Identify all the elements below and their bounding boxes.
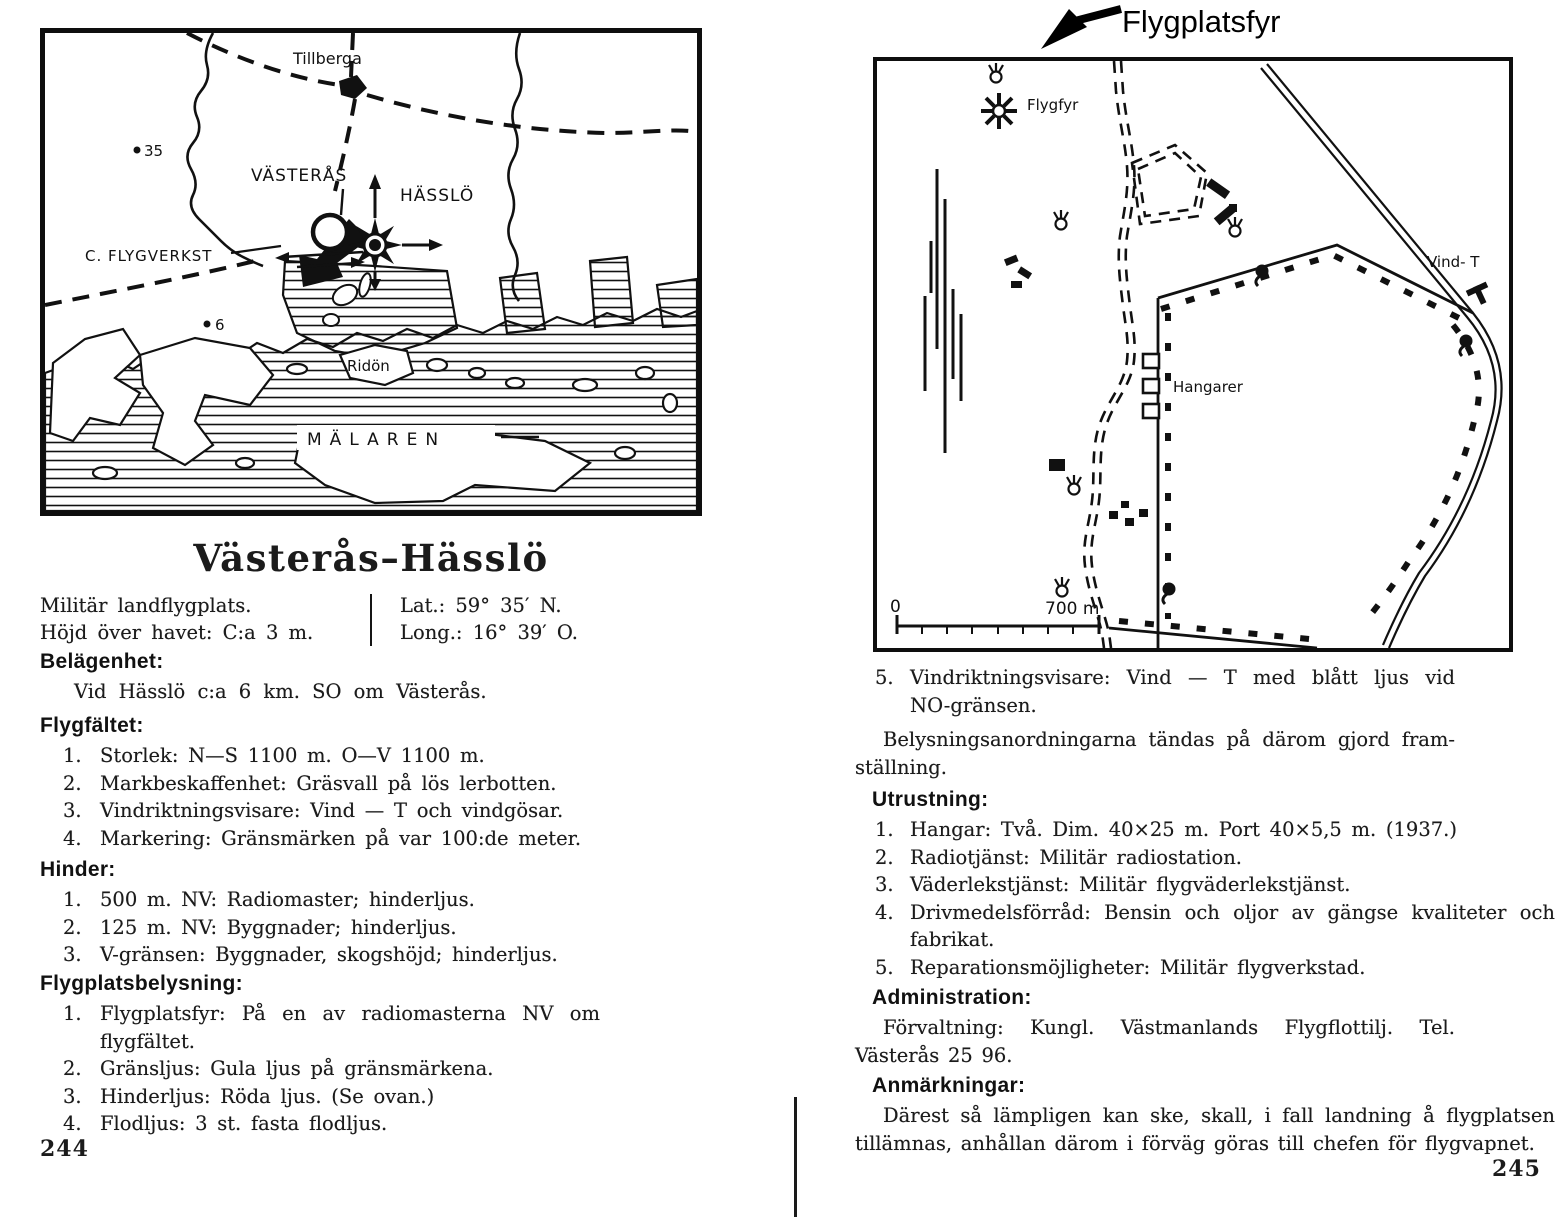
flygfyr-beacon-icon bbox=[981, 93, 1017, 129]
item-number: 1. bbox=[63, 744, 82, 767]
list-item bbox=[40, 1083, 740, 1111]
vind-t-symbol bbox=[1466, 282, 1494, 309]
item-number: 5. bbox=[875, 955, 894, 979]
map-label-flygfyr: Flygfyr bbox=[1027, 96, 1079, 114]
item-number: 4. bbox=[63, 1112, 82, 1135]
overview-map bbox=[40, 28, 702, 516]
item-text: Vindriktningsvisare: Vind — T och vindgösar. bbox=[100, 799, 564, 822]
item-text: Gränsljus: Gula ljus på gränsmärkena. bbox=[100, 1057, 494, 1080]
item-text: Storlek: N—S 1100 m. O—V 1100 m. bbox=[100, 744, 485, 767]
section-heading-utrustning: Utrustning: bbox=[872, 788, 989, 811]
item-text: Reparationsmöjligheter: Militär flygverkstad. bbox=[910, 955, 1366, 979]
administration-text: Förvaltning: Kungl. Västmanlands Flygflottilj. Tel. Västerås 25 96. bbox=[855, 1016, 1455, 1067]
list-item bbox=[40, 825, 740, 853]
windsock-icon bbox=[1054, 210, 1068, 230]
page-number-right: 245 bbox=[1492, 1156, 1541, 1182]
info-block bbox=[40, 592, 730, 646]
map-label-ridon: Ridön bbox=[347, 357, 390, 375]
item-text: Drivmedelsförråd: Bensin och oljor av gängse kvaliteter och fabrikat. bbox=[910, 900, 1555, 951]
list-item bbox=[40, 886, 740, 914]
item-text: 500 m. NV: Radiomaster; hinderljus. bbox=[100, 888, 475, 911]
item-text: Vindriktningsvisare: Vind — T med blått ljus vid NO-gränsen. bbox=[910, 666, 1455, 717]
item-number: 2. bbox=[63, 1057, 82, 1080]
radio-masts bbox=[925, 169, 961, 453]
item-number: 1. bbox=[63, 888, 82, 911]
pentagon-enclosure bbox=[1132, 145, 1207, 224]
item-number: 1. bbox=[63, 1002, 82, 1025]
belagenhet-text: Vid Hässlö c:a 6 km. SO om Västerås. bbox=[74, 680, 487, 703]
section-heading-belysning: Flygplatsbelysning: bbox=[40, 972, 243, 995]
railway-double-line bbox=[1261, 64, 1502, 648]
map-label-hasslo: HÄSSLÖ bbox=[400, 186, 475, 206]
airport-type: Militär landflygplats. bbox=[40, 594, 252, 617]
longitude: Long.: 16° 39′ O. bbox=[400, 621, 578, 644]
list-item bbox=[855, 871, 1555, 899]
airfield-circle bbox=[313, 215, 347, 249]
map-label-tillberga: Tillberga bbox=[293, 49, 362, 68]
info-right bbox=[372, 592, 578, 646]
page-number-left: 244 bbox=[40, 1136, 89, 1162]
map-label-flygverkst: C. FLYGVERKST bbox=[85, 247, 213, 265]
windsock-icon bbox=[1228, 217, 1242, 237]
scale-label-start: 0 bbox=[890, 597, 901, 617]
list-item bbox=[855, 899, 1555, 954]
item-number: 3. bbox=[875, 873, 894, 896]
hinder-list bbox=[40, 886, 740, 969]
list-item bbox=[40, 1055, 740, 1083]
map-label-hangarer: Hangarer bbox=[1173, 378, 1243, 396]
info-left bbox=[40, 592, 370, 646]
list-item bbox=[40, 1110, 740, 1138]
item-number: 4. bbox=[63, 826, 82, 850]
item-number: 3. bbox=[63, 943, 82, 966]
item-text: Väderlekstjänst: Militär flygväderlekstjänst. bbox=[910, 873, 1351, 896]
boundary-markers bbox=[1119, 255, 1479, 639]
belysning-list bbox=[40, 1000, 740, 1138]
flygverkst-label-line bbox=[231, 246, 281, 253]
list-item bbox=[855, 816, 1555, 844]
overview-map-drawing bbox=[45, 33, 697, 511]
item-text: Hangar: Två. Dim. 40×25 m. Port 40×5,5 m. (1937.) bbox=[910, 818, 1457, 841]
annotation-arrow-icon bbox=[1035, 2, 1123, 54]
airfield-map-drawing bbox=[877, 61, 1509, 648]
flygfaltet-list bbox=[40, 742, 740, 852]
vasteras-label-line bbox=[341, 189, 343, 215]
item-number: 1. bbox=[875, 818, 894, 841]
map-label-vasteras: VÄSTERÅS bbox=[251, 166, 348, 186]
item-number: 3. bbox=[63, 1084, 82, 1108]
airfield-map bbox=[873, 57, 1513, 652]
tillberga-town-mark bbox=[339, 75, 367, 99]
road-dashed bbox=[1084, 61, 1134, 648]
boundary-light-icon bbox=[1163, 583, 1176, 605]
item-number: 3. bbox=[63, 799, 82, 822]
item-text: 125 m. NV: Byggnader; hinderljus. bbox=[100, 915, 457, 939]
list-item bbox=[40, 914, 740, 942]
map-label-malaren: MÄLAREN bbox=[307, 430, 447, 450]
item-number: 4. bbox=[875, 900, 894, 924]
windsock-icon bbox=[1055, 577, 1069, 597]
spot-height-dot-6 bbox=[204, 321, 211, 328]
item-text: Flygplatsfyr: På en av radiomasterna NV om flygfältet. bbox=[100, 1002, 600, 1053]
item-text: V-gränsen: Byggnader, skogshöjd; hinderljus. bbox=[100, 943, 558, 966]
hangar-squares bbox=[1143, 354, 1159, 418]
section-heading-hinder: Hinder: bbox=[40, 858, 116, 881]
scale-label-end: 700 m bbox=[1045, 599, 1100, 619]
section-heading-belagenhet: Belägenhet: bbox=[40, 650, 164, 673]
item-text: Radiotjänst: Militär radiostation. bbox=[910, 845, 1242, 869]
windsock-icon bbox=[1067, 475, 1081, 495]
page-title: Västerås–Hässlö bbox=[193, 536, 549, 580]
list-item bbox=[855, 664, 1555, 719]
list-item bbox=[855, 954, 1555, 982]
list-item bbox=[40, 797, 740, 825]
anmarkningar-text: Därest så lämpligen kan ske, skall, i fall landning å flygplatsen tillämnas, anhållan därom i förväg göras till chefen för flygvapnet. bbox=[855, 1104, 1555, 1155]
spot-height-dot-35 bbox=[134, 147, 141, 154]
map-label-35: 35 bbox=[144, 142, 164, 160]
item-number: 2. bbox=[63, 771, 82, 795]
list-item bbox=[40, 770, 740, 798]
list-item bbox=[40, 1000, 740, 1055]
latitude: Lat.: 59° 35′ N. bbox=[400, 594, 562, 617]
map-label-6: 6 bbox=[215, 316, 225, 334]
item-number: 2. bbox=[63, 915, 82, 939]
page-gutter-line bbox=[794, 1097, 797, 1217]
vindriktningsvisare-item bbox=[855, 664, 1555, 719]
lighting-note: Belysningsanordningarna tändas på därom gjord framställning. bbox=[855, 728, 1455, 779]
item-text: Markering: Gränsmärken på var 100:de meter. bbox=[100, 826, 582, 850]
windsock-icon bbox=[989, 63, 1003, 83]
boundary-light-icon bbox=[1256, 265, 1269, 287]
map-label-vind-t: Vind- T bbox=[1427, 253, 1480, 271]
section-heading-administration: Administration: bbox=[872, 986, 1032, 1009]
section-heading-flygfaltet: Flygfältet: bbox=[40, 714, 144, 737]
annotation-label: Flygplatsfyr bbox=[1122, 4, 1281, 39]
list-item bbox=[40, 941, 740, 969]
list-item bbox=[40, 742, 740, 770]
item-number: 2. bbox=[875, 845, 894, 869]
item-text: Hinderljus: Röda ljus. (Se ovan.) bbox=[100, 1084, 435, 1108]
section-heading-anmarkningar: Anmärkningar: bbox=[872, 1074, 1026, 1097]
item-number: 5. bbox=[875, 666, 894, 689]
elevation: Höjd över havet: C:a 3 m. bbox=[40, 621, 314, 644]
utrustning-list bbox=[855, 816, 1555, 981]
item-text: Flodljus: 3 st. fasta flodljus. bbox=[100, 1112, 388, 1135]
list-item bbox=[855, 844, 1555, 872]
item-text: Markbeskaffenhet: Gräsvall på lös lerbotten. bbox=[100, 771, 557, 795]
